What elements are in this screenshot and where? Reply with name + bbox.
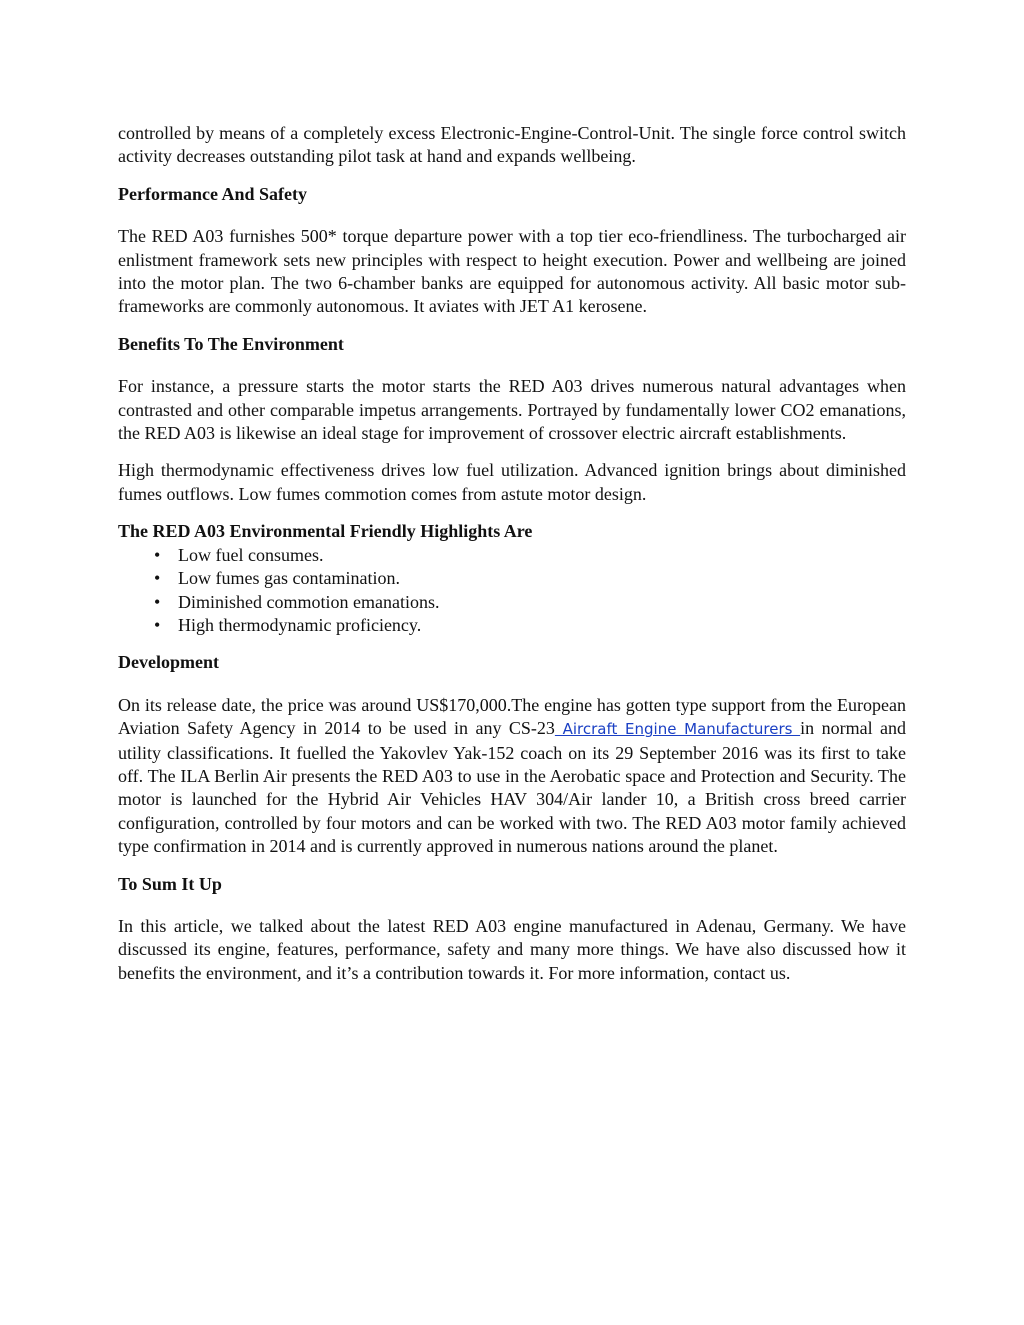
list-item-text: Low fuel consumes.	[178, 544, 324, 565]
performance-paragraph: The RED A03 furnishes 500* torque departure power with a top tier eco-friendliness. The turbocharged air enlistment framework sets new principles with respect to height execution. Power and wellbeing are joined into the motor plan. The two 6-chamber banks are equipped for autonomous activity. All basic motor sub-frameworks are commonly autonomous. It aviates with JET A1 kerosene.	[118, 226, 906, 317]
heading-performance-and-safety: Performance And Safety	[118, 183, 307, 204]
environment-paragraph-1: For instance, a pressure starts the motor starts the RED A03 drives numerous natural advantages when contrasted and other comparable impetus arrangements. Portrayed by fundamentally lower CO2 emanations, the RED A03 is likewise an ideal stage for improvement of crossover electric aircraft establishments.	[118, 376, 906, 444]
development-paragraph	[118, 694, 906, 859]
heading-benefits-to-environment: Benefits To The Environment	[118, 333, 344, 354]
heading-development: Development	[118, 652, 219, 673]
list-item-text: High thermodynamic proficiency.	[178, 614, 422, 635]
list-item-text: Diminished commotion emanations.	[178, 591, 440, 612]
aircraft-engine-manufacturers-link[interactable]: Aircraft Engine Manufacturers	[554, 720, 801, 739]
heading-highlights: The RED A03 Environmental Friendly Highlights Are	[118, 521, 533, 542]
environment-paragraph-2: High thermodynamic effectiveness drives low fuel utilization. Advanced ignition brings about diminished fumes outflows. Low fumes commotion comes from astute motor design.	[118, 460, 906, 504]
bullet-icon: •	[154, 614, 161, 635]
bullet-icon: •	[154, 568, 161, 589]
development-text-before-link: On its release date, the price was around US$170,000.The engine has gotten type support from the European Aviation Safety Agency in 2014 to be used in any CS-23	[118, 694, 906, 739]
highlights-list	[118, 544, 906, 638]
bullet-icon: •	[154, 591, 161, 612]
list-item-text: Low fumes gas contamination.	[178, 568, 400, 589]
summary-paragraph: In this article, we talked about the latest RED A03 engine manufactured in Adenau, Germany. We have discussed its engine, features, performance, safety and many more things. We have also discussed how it benefits the environment, and it’s a contribution towards it. For more information, contact us.	[118, 915, 906, 983]
heading-to-sum-it-up: To Sum It Up	[118, 873, 222, 894]
development-text-after-link: in normal and utility classifications. It fuelled the Yakovlev Yak-152 coach on its 29 September 2016 was its first to take off. The ILA Berlin Air presents the RED A03 to use in the Aerobatic space and Protection and Security. The motor is launched for the Hybrid Air Vehicles HAV 304/Air lander 10, a British cross breed carrier configuration, controlled by four motors and can be worked with two. The RED A03 motor family achieved type confirmation in 2014 and is currently approved in numerous nations around the planet.	[118, 718, 906, 857]
list-item	[118, 591, 906, 614]
intro-paragraph: controlled by means of a completely excess Electronic-Engine-Control-Unit. The single force control switch activity decreases outstanding pilot task at hand and expands wellbeing.	[118, 123, 906, 167]
bullet-icon: •	[154, 544, 161, 565]
list-item	[118, 567, 906, 590]
list-item	[118, 544, 906, 567]
document-page	[118, 122, 906, 985]
list-item	[118, 614, 906, 637]
